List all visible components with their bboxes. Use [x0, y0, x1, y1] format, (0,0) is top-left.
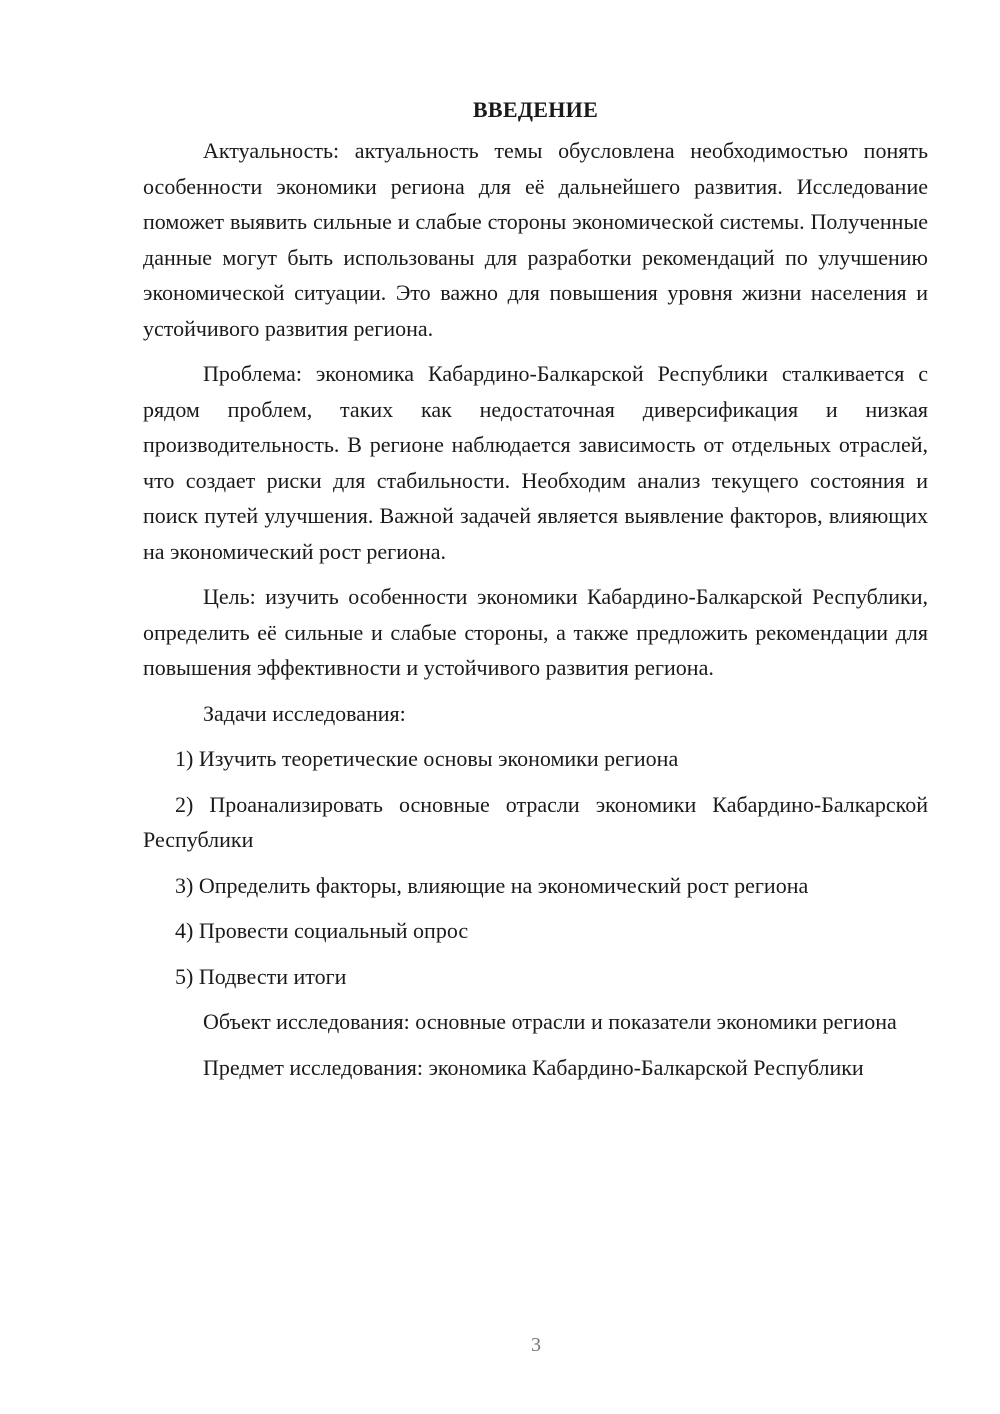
task-item: 2) Проанализировать основные отрасли экономики Кабардино-Балкарской Республики [143, 791, 928, 852]
section-title: ВВЕДЕНИЕ [472, 97, 599, 122]
task-item: 1) Изучить теоретические основы экономики региона [175, 746, 679, 771]
task-item: 5) Подвести итоги [175, 963, 347, 989]
paragraph-problem: Проблема: экономика Кабардино-Балкарской Республики сталкивается с рядом проблем, таких как недостаточная диверсификация и низкая производительность. В регионе наблюдается зависимость от отдельных отраслей, что создает риски для стабильности. Необходим анализ текущего состояния и поиск путей улучшения. Важной задачей является выявление факторов, влияющих на экономический рост региона. [143, 361, 928, 564]
page-number: 3 [531, 1334, 541, 1356]
document-page [143, 92, 928, 1095]
paragraph-goal: Цель: изучить особенности экономики Кабардино-Балкарской Республики, определить её сильные и слабые стороны, а также предложить рекомендации для повышения эффективности и устойчивого развития региона. [143, 584, 928, 680]
paragraph-relevance: Актуальность: актуальность темы обусловлена необходимостью понять особенности экономики региона для её дальнейшего развития. Исследование поможет выявить сильные и слабые стороны экономической системы. Полученные данные могут быть использованы для разработки рекомендаций по улучшению экономической ситуации. Это важно для повышения уровня жизни населения и устойчивого развития региона. [143, 138, 928, 341]
paragraph-subject: Предмет исследования: экономика Кабардино-Балкарской Республики [203, 1054, 864, 1080]
task-item: 3) Определить факторы, влияющие на экономический рост региона [175, 872, 809, 898]
task-item: 4) Провести социальный опрос [175, 918, 469, 943]
paragraph-object: Объект исследования: основные отрасли и показатели экономики региона [203, 1009, 897, 1034]
paragraph-tasks-heading: Задачи исследования: [203, 700, 406, 726]
